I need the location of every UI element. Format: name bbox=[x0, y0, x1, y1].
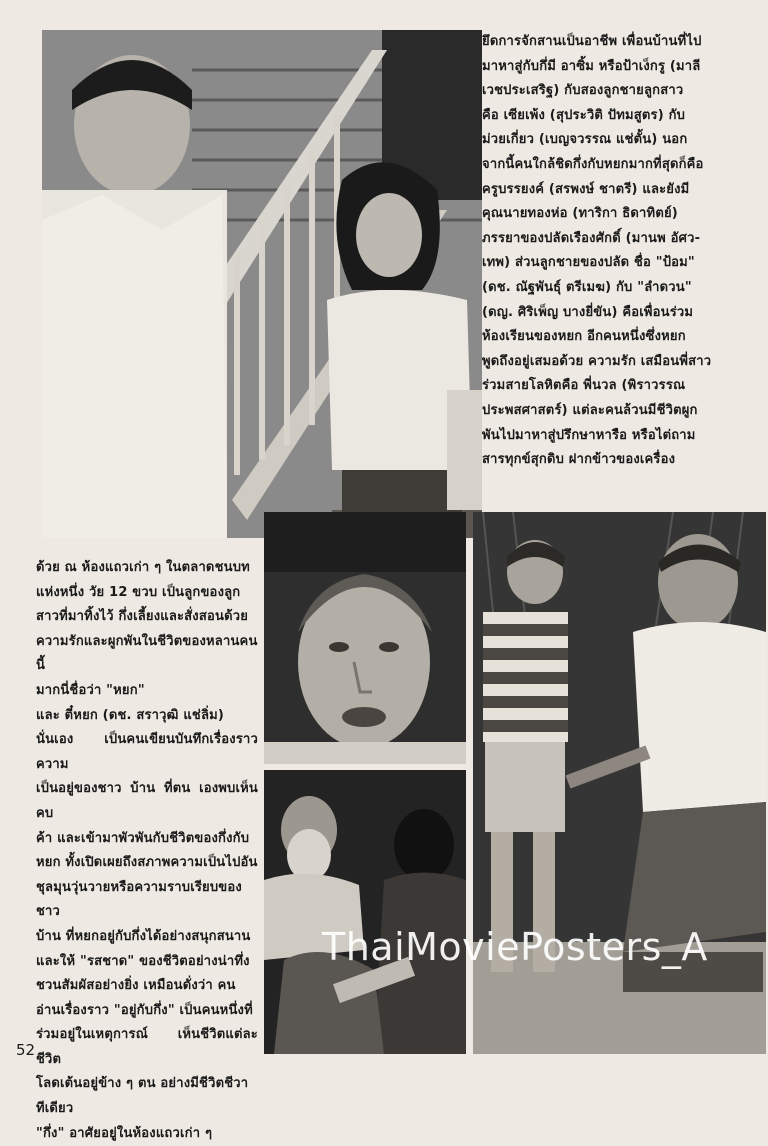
photo-boy-and-man bbox=[473, 512, 766, 1054]
old-man-image bbox=[264, 770, 466, 1054]
watermark-text: ThaiMoviePosters_A bbox=[322, 925, 708, 969]
old-woman-image bbox=[264, 512, 466, 764]
article-text-right: ยึดการจักสานเป็นอาชีพ เพื่อนบ้านที่ไป มาหาสู่กับกึ่มี อาซิ้ม หรือป้าเง็กรู (มาลี เวชประเสริฐ) กับสองลูกชายลูกสาว คือ เซียเพ้ง (สุประวิติ ปัทมสูตร) กับ ม่วยเกี่ยว (เบญจวรรณ แช่ตั้น) นอก จากนี้คนใกล้ชิดกึ่งกับหยกมากที่สุดก็คือ ครูบรรยงค์ (สรพงษ์ ชาตรี) และยังมี คุณนายทองห่อ (ทาริกา ธิดาทิตย์) ภรรยาของปลัดเรืองศักดิ์ (มานพ อัศว- เทพ) ส่วนลูกชายของปลัด ชื่อ "ป้อม" (ดช. ณัฐพันธุ์ ตรีเมฆ) กับ "ลำดวน" (ดญ. ศิริเพ็ญ บางยี่ขัน) คือเพื่อนร่วม ห้องเรียนของหยก อีกคนหนึ่งซึ่งหยก พูดถึงอยู่เสมอด้วย ความรัก เสมือนพี่สาว ร่วมสายโลหิตคือ พี่นวล (พิราวรรณ ประพสศาสตร์) แต่ละคนล้วนมีชีวิตผูก พันไปมาหาสู่ปรึกษาหารือ หรือไต่ถาม สารทุกข์สุกดิบ ฝากข้าวของเครื่อง bbox=[482, 34, 712, 468]
photo-old-woman-closeup bbox=[264, 512, 466, 764]
boy-and-man-image bbox=[473, 512, 766, 1054]
staircase-scene-image bbox=[42, 30, 482, 538]
page-number: 52 bbox=[16, 1041, 36, 1059]
article-right-column bbox=[482, 30, 732, 473]
photo-man-woman-staircase bbox=[42, 30, 482, 538]
article-text-left: ด้วย ณ ห้องแถวเก่า ๆ ในตลาดชนบท แห่งหนึ่ง วัย 12 ขวบ เป็นลูกของลูก สาวที่มาทิ้งไว้ กึ่งเลี้ยงและสั่งสอนด้วย ความรักและผูกพันในชีวิตของหลานคนนี้ มากนี่ชื่อว่า "หยก" และ ตี๋หยก (ดช. สราวุฒิ แช่ลิ่ม) นั่นเอง เป็นคนเขียนบันทึกเรื่องราวความ เป็นอยู่ของชาว บ้าน ที่ตน เองพบเห็นคบ ค้า และเข้ามาพัวพันกับชีวิตของกึ่งกับ หยก ทั้งเปิดเผยถึงสภาพความเป็นไปอัน ชุลมุนวุ่นวายหรือความราบเรียบของชาว บ้าน ที่หยกอยู่กับกึ่งได้อย่างสนุกสนาน และให้ "รสชาด" ของชีวิตอย่างน่าทึ่ง ชวนสัมผัสอย่างยิ่ง เหมือนดั่งว่า คน อ่านเรื่องราว "อยู่กับกึ่ง" เป็นคนหนึ่งที่ ร่วมอยู่ในเหตุการณ์ เห็นชีวิตแต่ละชีวิต โลดเต้นอยู่ข้าง ๆ ตน อย่างมีชีวิตชีวา ทีเดียว "กึ่ง" อาศัยอยู่ในห้องแถวเก่า ๆ bbox=[36, 560, 258, 1141]
photo-old-man-two-people bbox=[264, 770, 466, 1054]
article-left-column bbox=[36, 556, 258, 1146]
